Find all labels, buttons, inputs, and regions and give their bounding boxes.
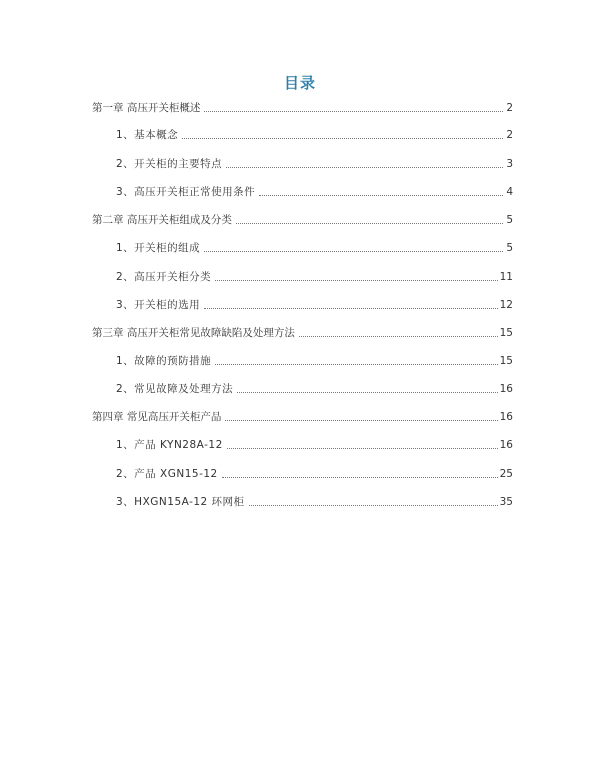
toc-entry-2-2[interactable] bbox=[116, 270, 513, 284]
toc-entry-label: 1、开关柜的组成 bbox=[116, 242, 201, 254]
toc-page-number: 16 bbox=[499, 411, 513, 423]
toc-entry-label: 第四章 常见高压开关柜产品 bbox=[92, 411, 222, 423]
toc-entry-label: 第一章 高压开关柜概述 bbox=[92, 102, 201, 114]
toc-page-number: 11 bbox=[499, 271, 513, 283]
toc-page-number: 2 bbox=[506, 102, 513, 114]
toc-page-number: 16 bbox=[499, 383, 513, 395]
toc-page-number: 4 bbox=[506, 186, 513, 198]
toc-page-number: 5 bbox=[506, 214, 513, 226]
toc-page-number: 35 bbox=[499, 496, 513, 508]
toc-page-number: 12 bbox=[499, 299, 513, 311]
toc-leader-dots bbox=[236, 223, 503, 224]
toc-entry-label: 1、基本概念 bbox=[116, 129, 179, 141]
toc-entry-label: 1、故障的预防措施 bbox=[116, 355, 212, 367]
toc-leader-dots bbox=[299, 336, 498, 337]
toc-entry-chapter-3[interactable] bbox=[92, 326, 513, 340]
toc-leader-dots bbox=[215, 364, 497, 365]
toc-page-number: 2 bbox=[506, 129, 513, 141]
toc-entry-chapter-1[interactable] bbox=[92, 101, 513, 115]
toc-entry-1-2[interactable] bbox=[116, 157, 513, 171]
toc-page-number: 25 bbox=[499, 468, 513, 480]
toc-entry-label: 1、产品 KYN28A-12 bbox=[116, 439, 223, 451]
toc-entry-4-1[interactable] bbox=[116, 438, 513, 452]
toc-leader-dots bbox=[249, 505, 498, 506]
toc-leader-dots bbox=[204, 251, 503, 252]
toc-entry-label: 3、HXGN15A-12 环网柜 bbox=[116, 496, 245, 508]
toc-leader-dots bbox=[259, 195, 503, 196]
toc-page-number: 3 bbox=[506, 158, 513, 170]
toc-entry-chapter-4[interactable] bbox=[92, 410, 513, 424]
toc-entry-2-3[interactable] bbox=[116, 298, 513, 312]
toc-entry-3-1[interactable] bbox=[116, 354, 513, 368]
toc-leader-dots bbox=[204, 308, 497, 309]
toc-page-number: 15 bbox=[499, 327, 513, 339]
toc-page-number: 16 bbox=[499, 439, 513, 451]
toc-entry-3-2[interactable] bbox=[116, 382, 513, 396]
toc-leader-dots bbox=[222, 477, 498, 478]
toc-entry-label: 2、开关柜的主要特点 bbox=[116, 158, 223, 170]
toc-leader-dots bbox=[227, 448, 498, 449]
toc-entry-chapter-2[interactable] bbox=[92, 213, 513, 227]
toc-entry-label: 3、高压开关柜正常使用条件 bbox=[116, 186, 256, 198]
toc-page-number: 15 bbox=[499, 355, 513, 367]
toc-entry-label: 第二章 高压开关柜组成及分类 bbox=[92, 214, 232, 226]
toc-entry-2-1[interactable] bbox=[116, 241, 513, 255]
toc-entry-label: 2、高压开关柜分类 bbox=[116, 271, 212, 283]
toc-leader-dots bbox=[237, 392, 497, 393]
toc-entry-4-2[interactable] bbox=[116, 467, 513, 481]
toc-leader-dots bbox=[204, 111, 503, 112]
toc-leader-dots bbox=[226, 167, 503, 168]
toc-entry-4-3[interactable] bbox=[116, 495, 513, 509]
toc-leader-dots bbox=[182, 138, 503, 139]
toc-entry-1-3[interactable] bbox=[116, 185, 513, 199]
toc-leader-dots bbox=[215, 280, 497, 281]
toc-entry-label: 2、常见故障及处理方法 bbox=[116, 383, 234, 395]
toc-entry-label: 2、产品 XGN15-12 bbox=[116, 468, 218, 480]
toc-entry-label: 第三章 高压开关柜常见故障缺陷及处理方法 bbox=[92, 327, 295, 339]
toc-title: 目录 bbox=[283, 74, 316, 92]
toc-leader-dots bbox=[225, 420, 497, 421]
toc-entry-label: 3、开关柜的选用 bbox=[116, 299, 201, 311]
toc-page-number: 5 bbox=[506, 242, 513, 254]
toc-entry-1-1[interactable] bbox=[116, 128, 513, 142]
